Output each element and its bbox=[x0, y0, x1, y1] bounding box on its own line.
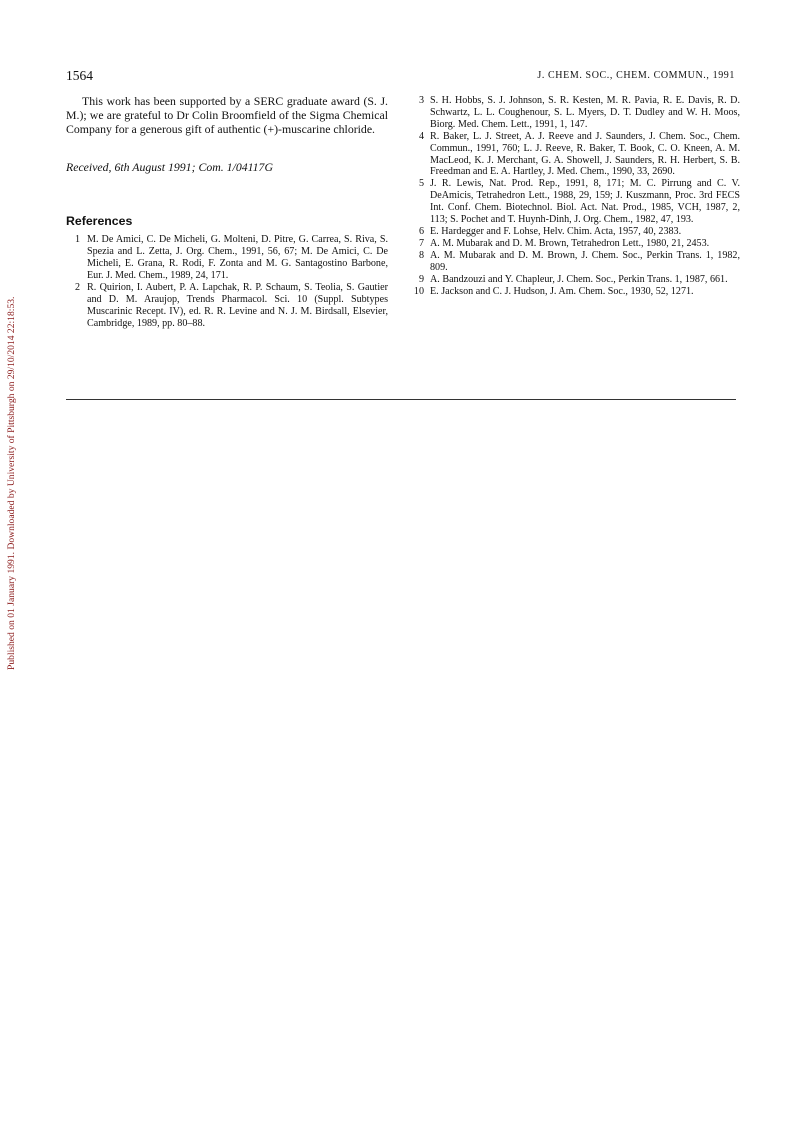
download-notice bbox=[4, 230, 20, 670]
section-divider bbox=[66, 399, 736, 400]
reference-number: 6 bbox=[418, 225, 424, 237]
received-date: Received, 6th August 1991; Com. 1/04117G bbox=[66, 160, 273, 175]
reference-number: 5 bbox=[418, 178, 424, 190]
reference-number: 8 bbox=[418, 249, 424, 261]
reference-number: 9 bbox=[418, 273, 424, 285]
reference-number: 1 bbox=[74, 234, 80, 246]
reference-number: 7 bbox=[418, 237, 424, 249]
download-notice-text: Published on 01 January 1991. Downloaded by University of Pittsburgh on 29/10/2014 22:18:53. bbox=[6, 296, 17, 670]
reference-item bbox=[418, 250, 740, 274]
reference-item bbox=[418, 274, 740, 286]
running-head: J. CHEM. SOC., CHEM. COMMUN., 1991 bbox=[537, 70, 735, 81]
reference-text: A. Bandzouzi and Y. Chapleur, J. Chem. Soc., Perkin Trans. 1, 1987, 661. bbox=[430, 273, 728, 285]
reference-number: 2 bbox=[74, 282, 80, 294]
reference-number: 10 bbox=[413, 285, 424, 297]
reference-item bbox=[66, 234, 388, 282]
reference-text: A. M. Mubarak and D. M. Brown, J. Chem. Soc., Perkin Trans. 1, 1982, 809. bbox=[430, 249, 740, 273]
reference-text: E. Jackson and C. J. Hudson, J. Am. Chem. Soc., 1930, 52, 1271. bbox=[430, 285, 694, 297]
reference-list-right bbox=[413, 95, 740, 297]
references-heading: References bbox=[66, 214, 133, 229]
reference-item bbox=[418, 226, 740, 238]
reference-item bbox=[66, 282, 388, 330]
reference-number: 3 bbox=[418, 95, 424, 106]
reference-number: 4 bbox=[418, 130, 424, 142]
left-column bbox=[66, 95, 388, 330]
reference-text: J. R. Lewis, Nat. Prod. Rep., 1991, 8, 171; M. C. Pirrung and C. V. DeAmicis, Tetrahedron Lett., 1988, 29, 159; J. Kuszmann, Proc. 3rd FECS Int. Conf. Chem. Biotechnol. Biol. Act. Nat. Prod., 1985, VCH, 1987, 2, 113; S. Pochet and T. Huynh-Dinh, J. Org. Chem., 1982, 47, 193. bbox=[430, 178, 740, 226]
reference-item bbox=[413, 285, 740, 298]
reference-item bbox=[418, 95, 740, 131]
reference-item bbox=[418, 238, 740, 250]
reference-text: R. Quirion, I. Aubert, P. A. Lapchak, R. P. Schaum, S. Teolia, S. Gautier and D. M. Araujop, Trends Pharmacol. Sci. 10 (Suppl. Subtypes Muscarinic Recept. IV), ed. R. R. Levine and N. J. M. Birdsall, Elsevier, Cambridge, 1989, pp. 80–88. bbox=[87, 282, 388, 329]
reference-text: E. Hardegger and F. Lohse, Helv. Chim. Acta, 1957, 40, 2383. bbox=[430, 225, 682, 237]
reference-text: A. M. Mubarak and D. M. Brown, Tetrahedron Lett., 1980, 21, 2453. bbox=[430, 237, 710, 249]
page-number: 1564 bbox=[66, 68, 93, 83]
reference-text: M. De Amici, C. De Micheli, G. Molteni, D. Pitre, G. Carrea, S. Riva, S. Spezia and L. Zetta, J. Org. Chem., 1991, 56, 67; M. De Amici, C. De Micheli, E. Grana, R. Rodi, F. Zonta and M. G. Santagostino Barbone, Eur. J. Med. Chem., 1989, 24, 171. bbox=[87, 234, 388, 282]
reference-text: R. Baker, L. J. Street, A. J. Reeve and J. Saunders, J. Chem. Soc., Chem. Commun., 1991, 760; L. J. Reeve, R. Baker, T. Book, C. O. Kneen, A. M. MacLeod, K. J. Merchant, G. A. Showell, J. Saunders, R. H. Herbert, S. B. Freedman and E. A. Hartley, J. Med. Chem., 1990, 33, 2690. bbox=[430, 130, 740, 178]
reference-item bbox=[418, 178, 740, 226]
right-column bbox=[413, 95, 740, 297]
acknowledgement: This work has been supported by a SERC graduate award (S. J. M.); we are grateful to Dr Colin Broomfield of the Sigma Chemical Company for a generous gift of authentic (+)-muscarine chloride. bbox=[66, 94, 388, 136]
reference-item bbox=[418, 131, 740, 179]
reference-text: S. H. Hobbs, S. J. Johnson, S. R. Kesten, M. R. Pavia, R. E. Davis, R. D. Schwartz, L. L. Coughenour, S. L. Myers, D. T. Dudley and W. H. Moos, Biorg. Med. Chem. Lett., 1991, 1, 147. bbox=[430, 95, 740, 130]
reference-list-left bbox=[66, 234, 388, 329]
